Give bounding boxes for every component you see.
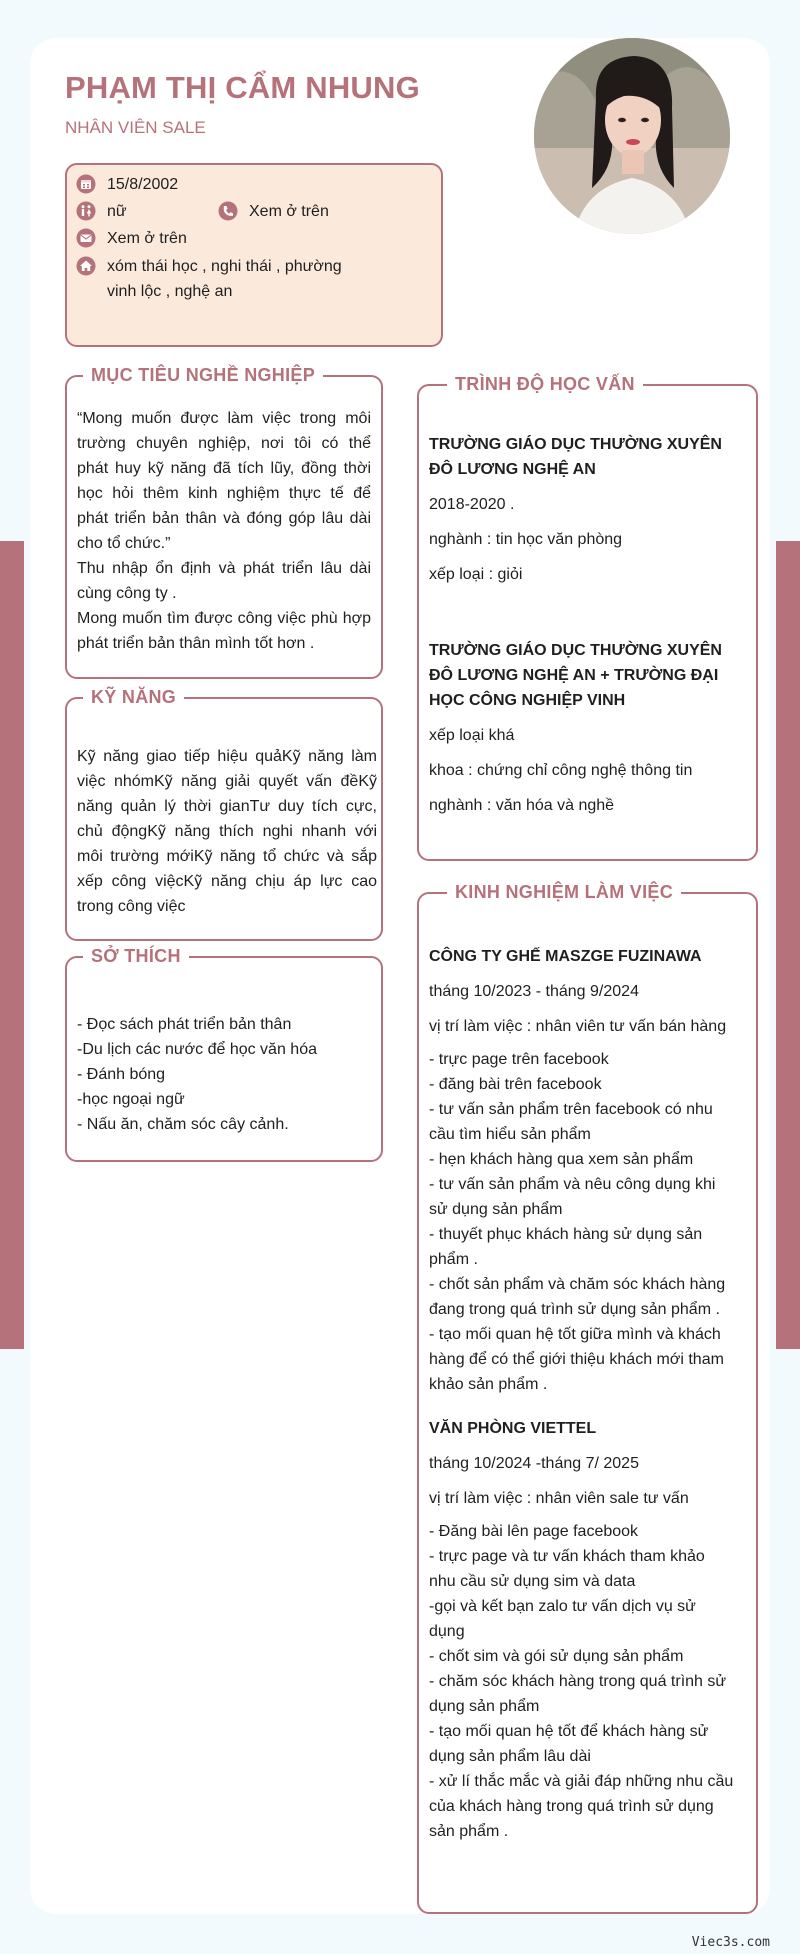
right-accent-bar — [776, 541, 800, 1349]
job-tasks — [429, 1047, 734, 1397]
candidate-position: NHÂN VIÊN SALE — [65, 118, 206, 137]
job-period: tháng 10/2023 - tháng 9/2024 — [429, 983, 639, 1000]
skills-section — [65, 687, 383, 941]
job-task: - tư vấn sản phẩm trên facebook có nhu cầu tìm hiểu sản phẩm — [429, 1101, 713, 1143]
hobby-item: -Du lịch các nước để học văn hóa — [77, 1041, 317, 1058]
contact-info-box — [65, 163, 443, 347]
objective-text — [77, 406, 371, 656]
profile-photo — [534, 38, 730, 234]
job-role: vị trí làm việc : nhân viên sale tư vấn — [429, 1490, 689, 1507]
calendar-icon — [76, 174, 96, 194]
school-name: TRƯỜNG GIÁO DỤC THƯỜNG XUYÊN ĐÔ LƯƠNG NGHỆ AN + TRƯỜNG ĐẠI HỌC CÔNG NGHIỆP VINH — [429, 642, 722, 709]
education-entry — [429, 432, 739, 587]
objective-paragraph-1: “Mong muốn được làm việc trong môi trường chuyên nghiệp, nơi tôi có thể phát huy kỹ năng đã tích lũy, đồng thời học hỏi thêm kinh nghiệm thực tế để phát triển bản thân và đóng góp lâu dài cho tổ chức.” — [77, 410, 371, 552]
email-text: Xem ở trên — [107, 230, 187, 247]
phone-text: Xem ở trên — [249, 203, 329, 220]
job-task: - Đăng bài lên page facebook — [429, 1523, 639, 1540]
education-entry — [429, 638, 739, 818]
address-text: xóm thái học , nghi thái , phường vinh lộc , nghệ an — [107, 258, 342, 300]
hobbies-section — [65, 946, 383, 1162]
hobby-item: - Đọc sách phát triển bản thân — [77, 1016, 292, 1033]
hobby-item: -học ngoại ngữ — [77, 1091, 185, 1108]
education-detail: khoa : chứng chỉ công nghệ thông tin — [429, 762, 693, 779]
job-entry — [429, 1416, 734, 1844]
job-task: - tạo mối quan hệ tốt để khách hàng sử dụng sản phẩm lâu dài — [429, 1723, 709, 1765]
job-tasks — [429, 1519, 734, 1844]
hobby-item: - Đánh bóng — [77, 1066, 166, 1083]
job-task: - tạo mối quan hệ tốt giữa mình và khách hàng để có thể giới thiệu khách mới tham khảo sản phẩm . — [429, 1326, 724, 1393]
education-detail: xếp loại khá — [429, 727, 515, 744]
job-task: - đăng bài trên facebook — [429, 1076, 602, 1093]
job-task: - trực page và tư vấn khách tham khảo nhu cầu sử dụng sim và data — [429, 1548, 705, 1590]
education-detail: xếp loại : giỏi — [429, 566, 523, 583]
job-role: vị trí làm việc : nhân viên tư vấn bán hàng — [429, 1018, 727, 1035]
candidate-name: PHẠM THỊ CẨM NHUNG — [65, 70, 420, 105]
job-task: -gọi và kết bạn zalo tư vấn dịch vụ sử dụng — [429, 1598, 696, 1640]
birthday-text: 15/8/2002 — [107, 176, 179, 193]
objective-paragraph-3: Mong muốn tìm được công việc phù hợp phát triển bản thân mình tốt hơn . — [77, 610, 371, 652]
experience-section — [417, 882, 758, 1914]
education-section — [417, 374, 758, 861]
objective-section — [65, 365, 383, 679]
resume-page — [30, 38, 770, 1914]
job-task: - trực page trên facebook — [429, 1051, 609, 1068]
gender-text: nữ — [107, 203, 127, 220]
job-task: - chốt sản phẩm và chăm sóc khách hàng đang trong quá trình sử dụng sản phẩm . — [429, 1276, 726, 1318]
hobbies-list — [77, 1012, 377, 1137]
skills-text: Kỹ năng giao tiếp hiệu quảKỹ năng làm việc nhómKỹ năng giải quyết vấn đềKỹ năng quản lý thời gianTư duy tích cực, chủ độngKỹ năng thích nghi nhanh với môi trường mớiKỹ năng tổ chức và sắp xếp công việcKỹ năng chịu áp lực cao trong công việc — [77, 748, 377, 915]
objective-title: MỤC TIÊU NGHỀ NGHIỆP — [83, 364, 323, 386]
education-detail: nghành : tin học văn phòng — [429, 531, 623, 548]
education-detail: 2018-2020 . — [429, 496, 515, 513]
gender-icon — [76, 201, 96, 221]
company-name: VĂN PHÒNG VIETTEL — [429, 1420, 597, 1437]
experience-title: KINH NGHIỆM LÀM VIỆC — [447, 881, 681, 903]
job-task: - chốt sim và gói sử dụng sản phẩm — [429, 1648, 684, 1665]
job-task: - hẹn khách hàng qua xem sản phẩm — [429, 1151, 694, 1168]
school-name: TRƯỜNG GIÁO DỤC THƯỜNG XUYÊN ĐÔ LƯƠNG NGHỆ AN — [429, 436, 722, 478]
job-entry — [429, 944, 734, 1397]
job-task: - thuyết phục khách hàng sử dụng sản phẩm . — [429, 1226, 703, 1268]
job-task: - tư vấn sản phẩm và nêu công dụng khi sử dụng sản phẩm — [429, 1176, 716, 1218]
hobby-item: - Nấu ăn, chăm sóc cây cảnh. — [77, 1116, 289, 1133]
job-task: - chăm sóc khách hàng trong quá trình sử dụng sản phẩm — [429, 1673, 727, 1715]
left-accent-bar — [0, 541, 24, 1349]
watermark-text: Viec3s.com — [691, 1935, 770, 1950]
home-icon — [76, 256, 96, 276]
hobbies-title: SỞ THÍCH — [83, 945, 189, 967]
company-name: CÔNG TY GHẾ MASZGE FUZINAWA — [429, 948, 702, 965]
job-period: tháng 10/2024 -tháng 7/ 2025 — [429, 1455, 639, 1472]
education-detail: nghành : văn hóa và nghề — [429, 797, 615, 814]
skills-title: KỸ NĂNG — [83, 686, 184, 708]
education-title: TRÌNH ĐỘ HỌC VẤN — [447, 373, 643, 395]
objective-paragraph-2: Thu nhập ổn định và phát triển lâu dài cùng công ty . — [77, 560, 371, 602]
phone-icon — [218, 201, 238, 221]
email-icon — [76, 228, 96, 248]
job-task: - xử lí thắc mắc và giải đáp những nhu cầu của khách hàng trong quá trình sử dụng sản phẩm . — [429, 1773, 734, 1840]
